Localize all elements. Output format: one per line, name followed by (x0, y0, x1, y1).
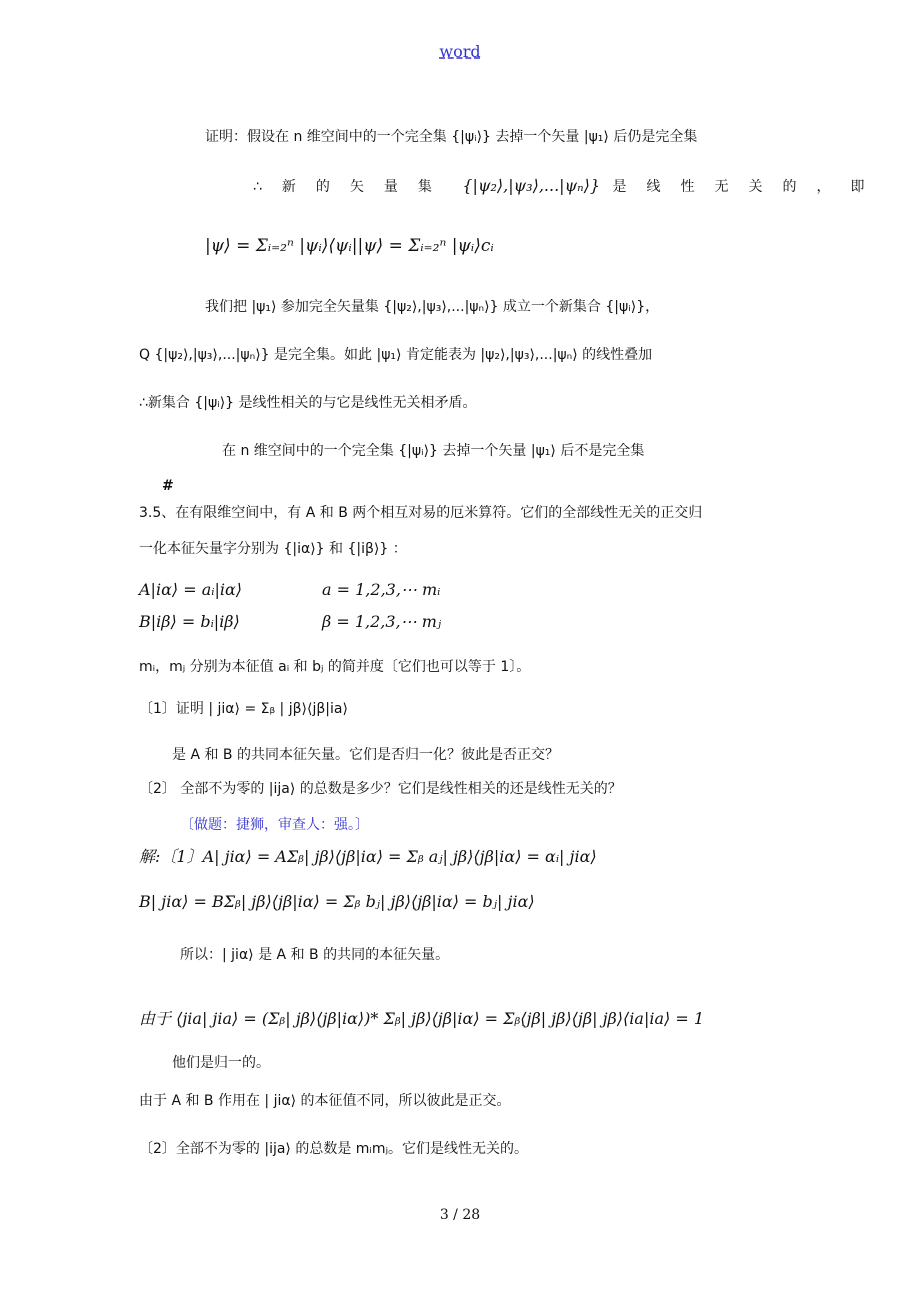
eigen-equation-a: A|iα⟩ = aᵢ|iα⟩ (139, 580, 242, 599)
proof-line-4: 我们把 |ψ₁⟩ 参加完全矢量集 {|ψ₂⟩,|ψ₃⟩,...|ψₙ⟩} 成立一个新集合 {|ψᵢ⟩}， (205, 299, 660, 315)
proof-line-2-a: ∴新的矢量集 (253, 179, 452, 195)
eigen-range-b: β = 1,2,3,⋯ mⱼ (322, 612, 442, 631)
degeneracy-line: mᵢ，mⱼ 分别为本征值 aᵢ 和 bⱼ 的简并度〔它们也可以等于 1〕。 (139, 659, 531, 675)
question-1-detail: 是 A 和 B 的共同本征矢量。它们是否归一化？彼此是否正交？ (172, 747, 559, 763)
proof-line-2-b: {|ψ₂⟩,|ψ₃⟩,...|ψₙ⟩} (462, 176, 601, 195)
header-link[interactable]: word (439, 42, 481, 61)
problem-3-5-line-1: 3.5、在有限维空间中，有 A 和 B 两个相互对易的厄米算符。它们的全部线性无关的正交归 (139, 505, 703, 521)
solution-eq-a: 解:〔1〕A| jiα⟩ = AΣᵦ| jβ⟩⟨jβ|iα⟩ = Σᵦ aⱼ| jβ⟩⟨jβ|iα⟩ = αᵢ| jiα⟩ (139, 847, 597, 866)
question-2: 〔2〕 全部不为零的 |ija⟩ 的总数是多少？它们是线性相关的还是线性无关的？ (139, 781, 622, 797)
page-number: 3 / 28 (439, 1207, 481, 1223)
section-mark: # (162, 478, 174, 494)
solution-eq-b: B| jiα⟩ = BΣᵦ| jβ⟩⟨jβ|iα⟩ = Σᵦ bⱼ| jβ⟩⟨jβ|iα⟩ = bⱼ| jiα⟩ (139, 892, 535, 911)
proof-line-6: ∴新集合 {|ψᵢ⟩} 是线性相关的与它是线性无关相矛盾。 (139, 395, 477, 411)
normalized-line: 他们是归一的。 (172, 1055, 270, 1071)
answer-2-line: 〔2〕全部不为零的 |ija⟩ 的总数是 mᵢmⱼ。它们是线性无关的。 (139, 1141, 529, 1157)
proof-line-2-c: 是线性无关的，即 (612, 179, 885, 195)
question-1: 〔1〕证明 | jiα⟩ = Σᵦ | jβ⟩⟨jβ|ia⟩ (139, 701, 348, 717)
eigen-equation-b: B|iβ⟩ = bᵢ|iβ⟩ (139, 612, 240, 631)
author-note: 〔做题：捷狮，审查人：强。〕 (180, 817, 369, 833)
proof-equation-1: |ψ⟩ = Σᵢ₌₂ⁿ |ψᵢ⟩⟨ψᵢ||ψ⟩ = Σᵢ₌₂ⁿ |ψᵢ⟩cᵢ (205, 236, 494, 256)
orthogonal-line: 由于 A 和 B 作用在 | jiα⟩ 的本征值不同，所以彼此是正交。 (139, 1093, 511, 1109)
proof-line-1: 证明：假设在 n 维空间中的一个完全集 {|ψᵢ⟩} 去掉一个矢量 |ψ₁⟩ 后仍是完全集 (205, 129, 698, 145)
problem-3-5-line-2: 一化本征矢量字分别为 {|iα⟩} 和 {|iβ⟩} ： (139, 541, 407, 557)
proof-line-5: Q {|ψ₂⟩,|ψ₃⟩,...|ψₙ⟩} 是完全集。如此 |ψ₁⟩ 肯定能表为 |ψ₂⟩,|ψ₃⟩,...|ψₙ⟩ 的线性叠加 (139, 347, 653, 363)
common-eigenvector-line: 所以：| jiα⟩ 是 A 和 B 的共同的本征矢量。 (180, 947, 450, 963)
proof-conclusion: 在 n 维空间中的一个完全集 {|ψᵢ⟩} 去掉一个矢量 |ψ₁⟩ 后不是完全集 (222, 443, 645, 459)
eigen-range-a: a = 1,2,3,⋯ mᵢ (322, 580, 441, 599)
normalization-equation: 由于 ⟨jia| jia⟩ = (Σᵦ| jβ⟩⟨jβ|iα⟩)* Σᵦ| jβ⟩⟨jβ|iα⟩ = Σᵦ⟨jβ| jβ⟩⟨jβ| jβ⟩⟨ia|ia⟩ = 1 (139, 1009, 704, 1028)
proof-line-2 (253, 176, 885, 196)
